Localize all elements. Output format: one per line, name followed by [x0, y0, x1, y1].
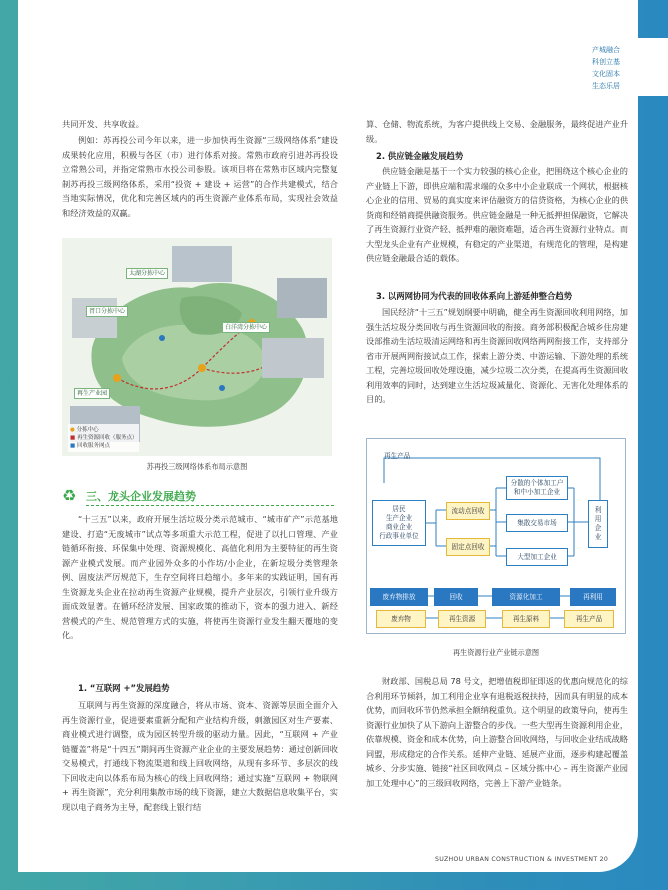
paragraph: 供应链金融是基于一个实力较强的核心企业，把围绕这个核心企业的产业链上下游，即供应端和需求端的众多中小企业联成一个网状，根据核心企业的信用、贸易的真实度来评估融资方的信贷资格，为核心企业的供货商和经销商提供融资服务。供应链金融是一种无抵押担保融资，它解决了再生资源行业资产轻、抵押难的融资难题，适合再生资源行业特点。而大型龙头企业有产业规模，有稳定的产业渠道，有规范化的管理，是构建供应链金融最合适的载体。	[366, 166, 629, 263]
flow-step: 资源化加工	[492, 588, 560, 606]
paragraph: “十三五”以来，政府开展生活垃圾分类示范城市、“城市矿产”示范基地建设、打造“无废城市”试点等多项重大示范工程，促进了以扎口管理、产业链循环衔接、环保集中处理、资源规模化、高值化利用为主要特征的再生资源产业模式发展。而产业园外众多的小作坊/小企业，在新垃圾分类管理条例、固废法严厉规范下，生存空间将日趋缩小。多年来的实践证明，国有再生资源龙头企业在拉动再生资源产业规模，提升产业层次，引领行业升级方面成效显著。在循环经济发展、国家政策的推动下，资本的强力进入、新经营模式的产生、规范管理方式的实施，将使再生资源行业发生翻天覆地的变化。	[62, 514, 338, 640]
side-tab-item: 文化固本	[592, 70, 620, 78]
legend-item: 分拣中心	[76, 427, 99, 433]
section-heading	[62, 486, 338, 508]
map-caption: 苏再投三级网络体系布局示意图	[146, 462, 248, 471]
market-box: 集散交易市场	[506, 514, 568, 532]
small-processor-box: 分散的个体加工户 和中小加工企业	[506, 476, 568, 500]
paragraph: 例如：苏再投公司今年以来，进一步加快再生资源“三级网络体系”建设成果转化应用，积极与各区（市）进行体系对接。常熟市政府引进苏再投设立常熟公司，并指定常熟市水投公司参股。该项目将在常熟市区域内完整复制苏再投三级网络体系，采用“投资 + 建设 + 运营”的合作共建模式，结合当地实际情况，优化和完善区域内的再生资源产业体系布局，实现社会效益和经济效益的双赢。	[62, 135, 338, 218]
map-label: 胥口分拣中心	[86, 306, 128, 317]
flow-step: 废弃物排放	[370, 588, 428, 606]
subheading: 2. 供应链金融发展趋势	[376, 151, 464, 161]
fixed-collection-box: 固定点回收	[446, 538, 490, 556]
paragraph: 财政部、国税总局 78 号文，把增值税即征即返的优惠向规范化的综合利用环节倾斜，加工利用企业享有退税返税扶持，因而具有明显的成本优势，而回收环节仍然承担全额纳税重负。这个明显的政策导向，使再生资源行业加快了从下游向上游整合的步伐。一些大型再生资源利用企业，依靠规模、资金和成本优势，向上游整合回收网络，与回收企业结成战略同盟，形成稳定的合作关系。延伸产业链、延展产业面，逐步构建起覆盖城乡、分步实施、链接“社区回收网点 – 区域分拣中心 – 再生资源产业园加工处理中心”的三级回收网络，完善上下游产业链条。	[366, 676, 629, 788]
user-enterprise-box: 利 用 企 业	[588, 500, 608, 548]
paragraph: 共同开发、共享收益。	[62, 119, 144, 129]
map-label: 再生产业园	[74, 388, 110, 399]
large-processor-box: 大型加工企业	[506, 548, 568, 566]
recycle-icon: ♻	[62, 486, 77, 505]
subheading: 1. “互联网 +”发展趋势	[78, 683, 170, 693]
legend-item: 再生资源回收（服务点）	[76, 435, 138, 441]
legend-item: 回收服务网点	[76, 443, 110, 449]
output-step: 再生产品	[564, 610, 614, 628]
output-step: 废弃物	[376, 610, 426, 628]
map-legend: ● 分拣中心 ■ 再生资源回收（服务点） ■ 回收服务网点	[68, 424, 139, 452]
industry-chain-diagram	[366, 438, 626, 634]
section-divider	[86, 505, 334, 506]
source-box: 居民 生产企业 商业企业 行政事业单位	[372, 500, 426, 546]
paragraph: 算、仓储、物流系统，为客户提供线上交易、金融服务，最终促进产业升级。	[366, 119, 629, 144]
paragraph: 互联网与再生资源的深度融合，将从市场、资本、资源等层面全面介入再生资源行业，促进要素重新分配和产业结构升级，刺激园区对生产要素、商业模式进行调整，成为园区转型升级的驱动力量。因此，“互联网 + 产业链覆盖”将是“十四五”期间再生资源产业企业的主要发展趋势：通过创新回收交易模式，打通线下物流渠道和线上回收网络，从现有多环节、多层次的线下回收走向以体系布局为核心的线上回收网络；通过实施“互联网 + 物联网 + 再生资源”，充分利用集散市场的线下资源，建立大数据信息收集平台，实现以电子商务为主导，配套线上银行结	[62, 700, 338, 812]
section-title: 三、龙头企业发展趋势	[86, 490, 196, 503]
side-tab-item: 产城融合	[592, 46, 620, 54]
network-map	[62, 238, 332, 456]
mobile-collection-box: 流动点回收	[446, 502, 490, 520]
diagram-top-label: 再生产品	[384, 452, 411, 460]
side-tab-item: 生态乐居	[592, 82, 620, 90]
map-label: 太湖分拣中心	[126, 268, 168, 279]
page-footer: SUZHOU URBAN CONSTRUCTION & INVESTMENT 20	[435, 856, 609, 863]
flow-step: 回收	[434, 588, 478, 606]
map-label: 白洋湾分拣中心	[222, 322, 270, 333]
paragraph: 国民经济“十三五”规划纲要中明确，健全再生资源回收利用网络，加强生活垃圾分类回收与再生资源回收的衔接。商务部积极配合城乡住房建设部推动生活垃圾清运网络和再生资源回收网络两网衔接工作，支持部分省市开展两网衔接试点工作，探索上游分类、中游运输、下游处理的系统工程，完善垃圾回收处理设施，减少垃圾二次分类，在提高再生资源回收利用效率的同时，达到建立生活垃圾减量化、资源化、无害化处理体系的目的。	[366, 307, 629, 404]
subheading: 3. 以两网协同为代表的回收体系向上游延伸整合趋势	[376, 291, 573, 301]
output-step: 再生资源	[438, 610, 486, 628]
output-step: 再生原料	[502, 610, 550, 628]
diagram-caption: 再生资源行业产业链示意图	[452, 648, 540, 657]
side-section-tab	[586, 38, 668, 96]
side-tab-item: 科创立基	[592, 58, 620, 66]
flow-step: 再利用	[570, 588, 616, 606]
